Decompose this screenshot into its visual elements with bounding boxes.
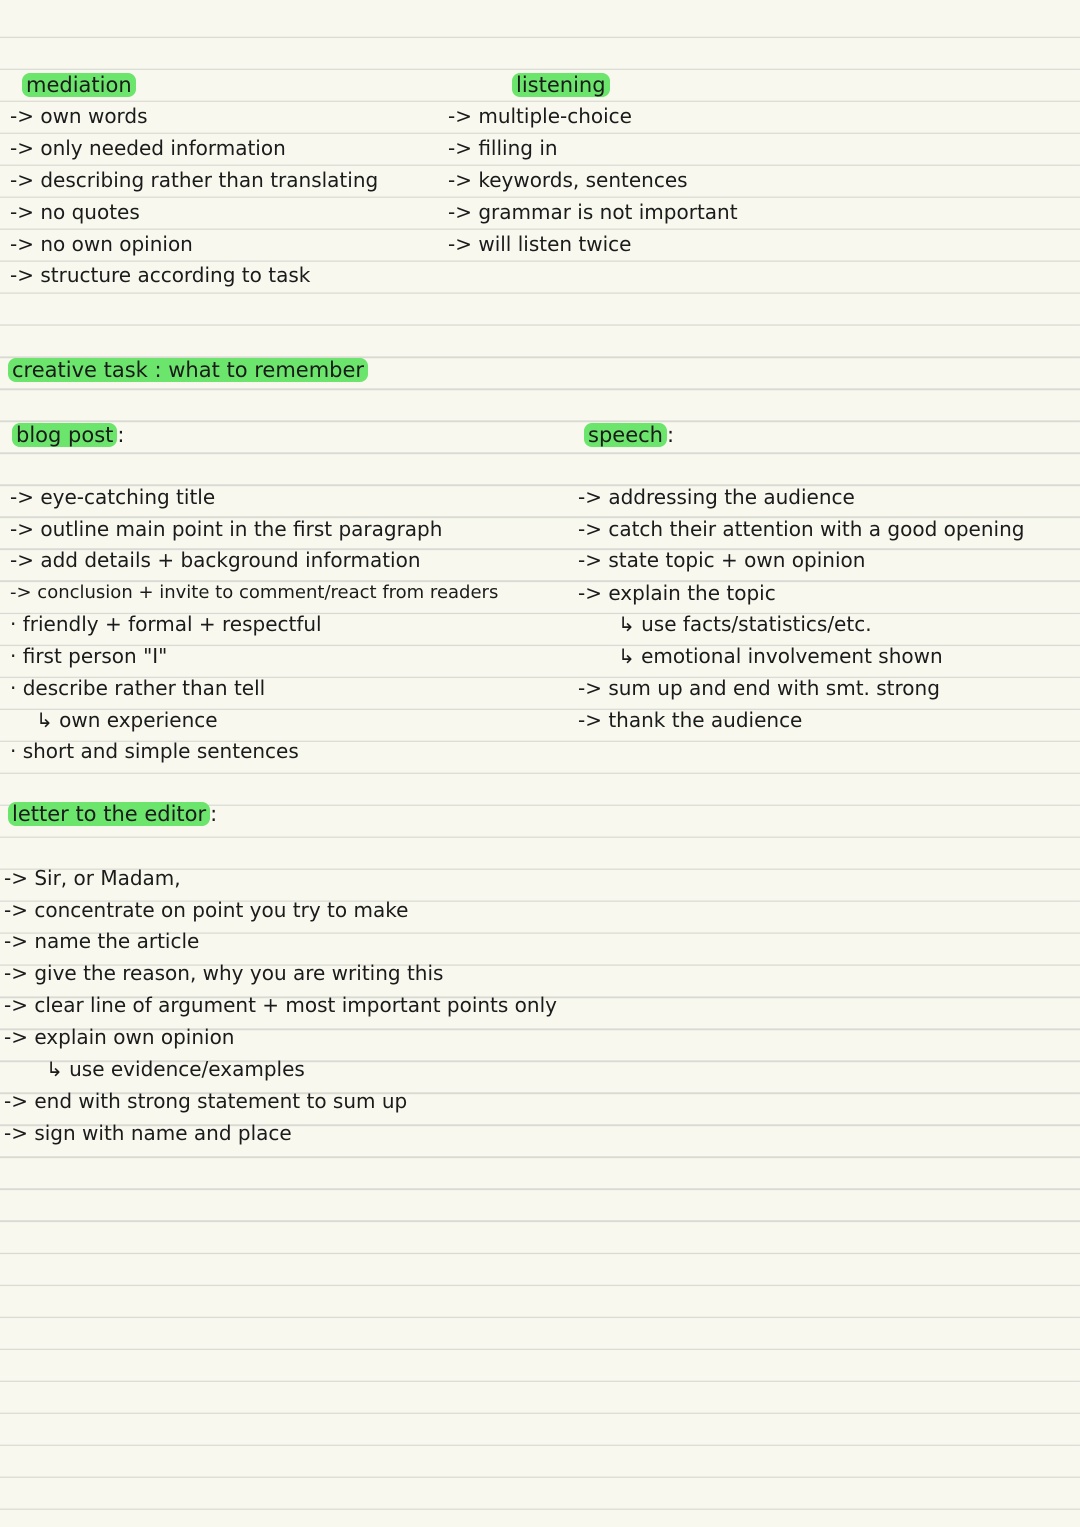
letter-item: -> clear line of argument + most important points only bbox=[4, 993, 557, 1017]
mediation-item: -> no quotes bbox=[10, 200, 140, 224]
creative-task-title: creative task : what to remember bbox=[8, 358, 368, 382]
blog-item: · first person "I" bbox=[10, 644, 168, 668]
speech-item: -> addressing the audience bbox=[578, 485, 855, 509]
mediation-item: -> no own opinion bbox=[10, 232, 193, 256]
letter-heading bbox=[8, 801, 217, 827]
letter-item: -> sign with name and place bbox=[4, 1121, 292, 1145]
mediation-heading bbox=[22, 72, 136, 98]
creative-task-heading bbox=[8, 357, 368, 383]
blog-item: -> conclusion + invite to comment/react from readers bbox=[10, 582, 499, 603]
mediation-item: -> structure according to task bbox=[10, 263, 311, 287]
blog-item: · friendly + formal + respectful bbox=[10, 612, 322, 636]
letter-title: letter to the editor bbox=[8, 802, 210, 826]
mediation-title: mediation bbox=[22, 73, 136, 97]
blog-item: · short and simple sentences bbox=[10, 739, 299, 763]
listening-item: -> grammar is not important bbox=[448, 200, 738, 224]
mediation-item: -> describing rather than translating bbox=[10, 168, 379, 192]
speech-title: speech bbox=[584, 423, 667, 447]
listening-item: -> keywords, sentences bbox=[448, 168, 688, 192]
mediation-item: -> own words bbox=[10, 104, 148, 128]
speech-subitem: ↳ emotional involvement shown bbox=[618, 644, 943, 668]
letter-item: -> name the article bbox=[4, 929, 200, 953]
blog-item: -> outline main point in the first paragraph bbox=[10, 517, 443, 541]
letter-subitem: ↳ use evidence/examples bbox=[46, 1057, 305, 1081]
blog-item: -> add details + background information bbox=[10, 548, 421, 572]
blog-post-title: blog post bbox=[12, 423, 117, 447]
letter-item: -> explain own opinion bbox=[4, 1025, 235, 1049]
letter-item: -> give the reason, why you are writing this bbox=[4, 961, 444, 985]
speech-item: -> thank the audience bbox=[578, 708, 803, 732]
listening-item: -> filling in bbox=[448, 136, 558, 160]
listening-item: -> will listen twice bbox=[448, 232, 632, 256]
speech-item: -> catch their attention with a good opening bbox=[578, 517, 1025, 541]
speech-heading bbox=[584, 422, 674, 448]
speech-item: -> sum up and end with smt. strong bbox=[578, 676, 940, 700]
letter-item: -> concentrate on point you try to make bbox=[4, 898, 409, 922]
speech-subitem: ↳ use facts/statistics/etc. bbox=[618, 612, 872, 636]
letter-colon: : bbox=[210, 802, 218, 826]
listening-item: -> multiple-choice bbox=[448, 104, 632, 128]
letter-item: -> end with strong statement to sum up bbox=[4, 1089, 408, 1113]
listening-title: listening bbox=[512, 73, 610, 97]
speech-colon: : bbox=[666, 423, 675, 447]
speech-item: -> explain the topic bbox=[578, 581, 776, 605]
blog-item: · describe rather than tell bbox=[10, 676, 266, 700]
blog-post-heading bbox=[12, 422, 124, 448]
mediation-item: -> only needed information bbox=[10, 136, 286, 160]
letter-item: -> Sir, or Madam, bbox=[4, 866, 181, 890]
blog-subitem: ↳ own experience bbox=[36, 708, 218, 732]
blog-post-colon: : bbox=[117, 423, 125, 447]
blog-item: -> eye-catching title bbox=[10, 485, 216, 509]
listening-heading bbox=[512, 72, 610, 98]
speech-item: -> state topic + own opinion bbox=[578, 548, 866, 572]
